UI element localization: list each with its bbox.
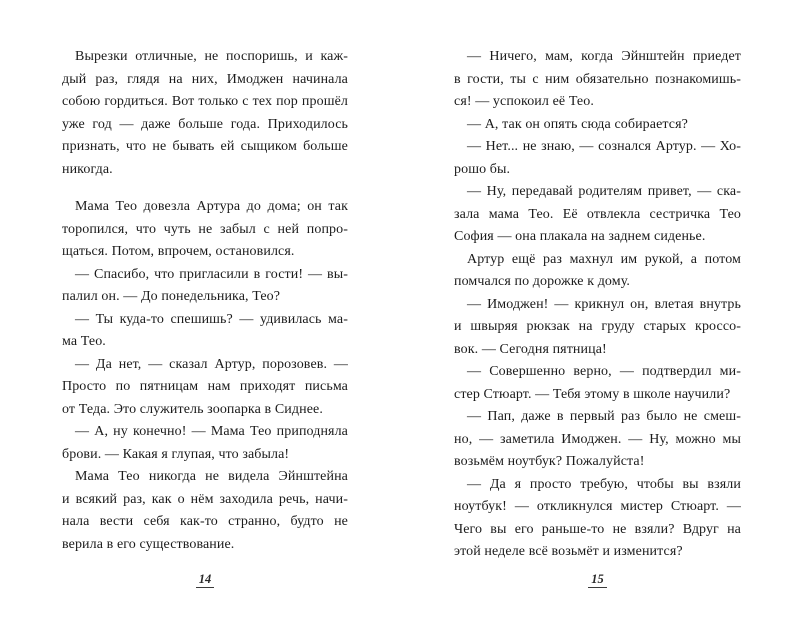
text-line: дый раз, глядя на них, Имоджен начинала [62,71,348,87]
text-line: — Да я просто требую, чтобы вы взяли [467,476,741,492]
text-line: зала мама Тео. Её отвлекла сестричка Тео [454,206,741,222]
text-line: Чего вы его раньше-то не взяли? Вдруг на [454,521,741,537]
text-line: признать, что не бывать ей сыщиком больше [62,139,348,154]
folio-number: 14 [196,572,215,588]
text-line: — Да нет, — сказал Артур, порозовев. — [75,356,348,372]
paragraph [62,309,348,354]
text-line: — А, ну конечно! — Мама Тео приподняла [75,424,348,439]
text-line: в гости, ты с ним обязательно познакомишь- [454,71,741,87]
text-line: — Совершенно верно, — подтвердил ми- [467,364,741,379]
text-line: ноутбук! — откликнулся мистер Стюарт. — [454,499,741,514]
text-line: — А, так он опять сюда собирается? [467,116,688,132]
text-line: и швыряя рюкзак на груду старых кроссо- [454,319,741,334]
text-line: Мама Тео довезла Артура до дома; он так [75,199,348,214]
text-line: торопился, что чуть не забыл с ней попро- [62,221,348,237]
text-line: Вырезки отличные, не поспоришь, и каж- [75,49,348,64]
text-line: — Имоджен! — крикнул он, влетая внутрь [467,296,741,312]
paragraph [454,46,741,114]
text-line: Мама Тео никогда не видела Эйнштейна [75,469,348,484]
text-line: возьмём ноутбук? Пожалуйста! [454,454,645,469]
paragraph [454,406,741,474]
text-line: Артур ещё раз махнул им рукой, а потом [467,251,741,267]
text-line: собою гордиться. Вот только с тех пор прошёл [62,94,348,109]
text-line: — Пап, даже в первый раз было не смеш- [467,409,741,424]
book-page-right [400,0,800,630]
text-line: стер Стюарт. — Тебя этому в школе научили? [454,386,731,402]
page-text-left [62,46,348,556]
text-line: помчался по дорожке к дому. [454,274,631,289]
text-line: — Ты куда-то спешишь? — удивилась ма- [75,311,348,327]
text-line: уже год — даже больше года. Приходилось [62,116,348,132]
text-line: нала вести себя как-то странно, будто не [62,514,348,529]
text-line: и всякий раз, как о нём заходила речь, начи- [62,491,348,507]
text-line: но, — заметила Имоджен. — Ну, можно мы [454,431,741,447]
paragraph [62,264,348,309]
text-line: вок. — Сегодня пятница! [454,341,607,357]
paragraph [62,46,348,181]
paragraph [62,196,348,264]
paragraph [454,361,741,406]
text-line: этой неделе всё возьмёт и изменится? [454,544,683,559]
text-line: палил он. — До понедельника, Тео? [62,289,281,304]
text-line: щаться. Потом, впрочем, остановился. [62,244,295,259]
paragraph [454,181,741,249]
page-text-right [454,46,741,564]
page-number-right [454,570,741,588]
paragraph [454,249,741,294]
text-line: Просто по пятницам нам приходят письма [62,379,348,394]
text-line: ма Тео. [62,334,106,349]
text-line: верила в его существование. [62,536,235,552]
text-line: — Спасибо, что пригласили в гости! — вы- [75,266,348,282]
paragraph [454,114,741,137]
text-line: — Нет... не знаю, — сознался Артур. — Хо- [467,139,741,154]
text-line: ся! — успокоил её Тео. [454,94,594,109]
page-number-left [62,570,348,588]
text-line: брови. — Какая я глупая, что забыла! [62,446,290,462]
text-line: от Теда. Это служитель зоопарка в Сиднее. [62,401,323,417]
paragraph [62,354,348,422]
folio-number: 15 [588,572,607,588]
paragraph [454,474,741,564]
paragraph [454,136,741,181]
text-line: никогда. [62,161,113,177]
text-line: рошо бы. [454,161,511,177]
paragraph [62,466,348,556]
paragraph [454,294,741,362]
paragraph [62,421,348,466]
text-line: — Ну, передавай родителям привет, — ска- [467,184,741,199]
text-line: София — она плакала на заднем сиденье. [454,229,706,244]
text-line: — Ничего, мам, когда Эйнштейн приедет [467,49,741,64]
